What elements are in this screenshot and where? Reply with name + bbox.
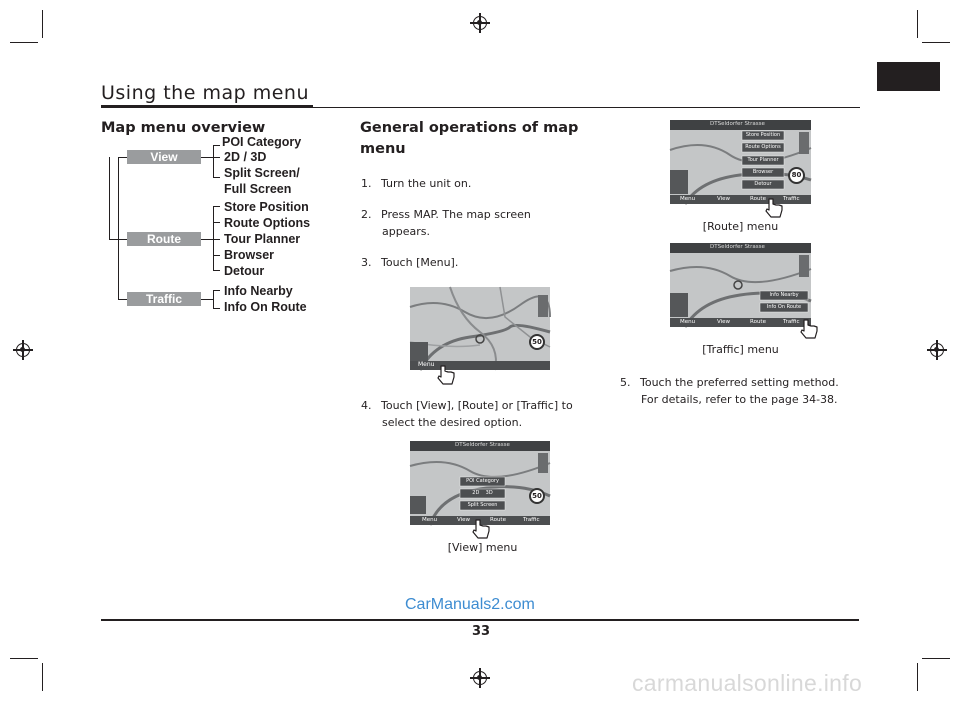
registration-mark-icon — [473, 16, 487, 30]
tab-traffic[interactable]: Traffic — [783, 319, 800, 325]
general-heading-line1: General operations of map — [360, 120, 579, 136]
menu-item-browser: Browser — [224, 248, 275, 262]
speed-limit-value: 50 — [532, 492, 542, 500]
registration-mark-icon — [473, 671, 487, 685]
map-graphic — [670, 243, 811, 327]
menu-item-route-options: Route Options — [224, 216, 311, 230]
step-text-cont: appears. — [382, 225, 430, 238]
street-name: DTSeldorfer Strasse — [455, 442, 510, 448]
tab-route[interactable]: Route — [750, 196, 766, 202]
crop-mark — [10, 42, 38, 43]
route-option-browser[interactable]: Browser — [752, 169, 774, 175]
page-number: 33 — [471, 624, 491, 639]
tree-line — [118, 157, 127, 158]
step-number: 1. — [361, 177, 372, 190]
registration-mark-icon — [16, 343, 30, 357]
pointer-hand-icon — [437, 364, 457, 386]
title-underline — [101, 105, 313, 108]
pointer-hand-icon — [472, 518, 492, 540]
step-number: 4. — [361, 399, 372, 412]
tab-view[interactable]: View — [717, 196, 731, 202]
traffic-option-nearby[interactable]: Info Nearby — [769, 292, 799, 298]
watermark: CarManuals2.com — [405, 596, 535, 613]
section-title: Using the map menu — [101, 82, 309, 104]
menu-item-store-position: Store Position — [224, 200, 309, 214]
tree-line — [213, 270, 220, 271]
tree-line — [213, 308, 220, 309]
route-option-store[interactable]: Store Position — [745, 132, 781, 138]
tree-line — [213, 290, 214, 309]
menu-item-info-on-route: Info On Route — [224, 300, 307, 314]
step-text: Touch [Menu]. — [381, 256, 459, 269]
step-3 — [361, 254, 458, 271]
tab-route[interactable]: Route — [490, 517, 506, 523]
step-number: 3. — [361, 256, 372, 269]
traffic-option-on-route[interactable]: Info On Route — [766, 304, 802, 310]
traffic-menu-label: Traffic — [127, 292, 201, 306]
route-caption: [Route] menu — [702, 220, 779, 233]
route-menu-label: Route — [127, 232, 201, 246]
menu-item-info-nearby: Info Nearby — [224, 284, 293, 298]
map-screen-traffic — [670, 243, 811, 327]
step-4 — [361, 397, 573, 431]
crop-mark — [922, 658, 950, 659]
pointer-hand-icon — [800, 318, 820, 340]
step-number: 2. — [361, 208, 372, 221]
tree-line — [201, 299, 213, 300]
map-screen-menu — [410, 287, 550, 370]
menu-item-tour-planner: Tour Planner — [224, 232, 301, 246]
crop-mark — [10, 658, 38, 659]
traffic-caption: [Traffic] menu — [702, 343, 779, 356]
crop-mark — [42, 663, 43, 691]
tree-line — [109, 157, 110, 240]
speed-limit-icon — [529, 488, 545, 504]
tree-line — [201, 157, 213, 158]
speed-limit-icon — [788, 167, 805, 184]
tree-line — [213, 157, 220, 158]
step-text-cont: For details, refer to the page 34-38. — [641, 393, 838, 406]
street-name: DTSeldorfer Strasse — [710, 121, 765, 127]
view-menu-label: View — [127, 150, 201, 164]
tree-line — [118, 157, 119, 300]
tab-menu[interactable]: Menu — [680, 319, 696, 325]
tab-view[interactable]: View — [457, 517, 471, 523]
watermark-site: carmanualsonline.info — [632, 670, 863, 696]
overview-heading: Map menu overview — [101, 120, 266, 136]
crop-mark — [42, 10, 43, 38]
tree-line — [213, 222, 220, 223]
tab-view[interactable]: View — [717, 319, 731, 325]
view-option-split[interactable]: Split Screen — [467, 502, 498, 508]
step-text: Turn the unit on. — [381, 177, 472, 190]
tree-line — [213, 239, 220, 240]
step-1 — [361, 175, 471, 192]
tab-traffic[interactable]: Traffic — [523, 517, 540, 523]
step-text: Press MAP. The map screen — [381, 208, 531, 221]
tree-line — [213, 145, 220, 146]
speed-limit-value: 80 — [791, 171, 802, 179]
tree-line — [109, 239, 127, 240]
step-5 — [620, 374, 839, 408]
menu-item-poi-category: POI Category — [222, 135, 302, 149]
crop-mark — [917, 10, 918, 38]
tab-traffic[interactable]: Traffic — [783, 196, 800, 202]
tree-line — [213, 206, 220, 207]
registration-mark-icon — [930, 343, 944, 357]
menu-tab[interactable]: Menu — [418, 361, 435, 368]
crop-mark — [922, 42, 950, 43]
step-text-cont: select the desired option. — [382, 416, 523, 429]
menu-item-split-screen: Split Screen/ — [224, 166, 300, 180]
tab-menu[interactable]: Menu — [680, 196, 696, 202]
map-screen-route — [670, 120, 811, 204]
menu-item-2d-3d: 2D / 3D — [224, 150, 267, 164]
menu-item-full-screen: Full Screen — [224, 182, 292, 196]
title-rule — [313, 107, 860, 108]
general-heading-line2: menu — [360, 141, 406, 157]
view-option-2d3d[interactable]: 2D 3D — [472, 490, 493, 496]
tab-route[interactable]: Route — [750, 319, 766, 325]
step-text: Touch the preferred setting method. — [640, 376, 839, 389]
tree-line — [213, 255, 220, 256]
crop-mark — [917, 663, 918, 691]
tree-line — [213, 290, 220, 291]
tab-menu[interactable]: Menu — [422, 517, 438, 523]
step-number: 5. — [620, 376, 631, 389]
tree-line — [118, 299, 127, 300]
tree-line — [213, 177, 220, 178]
tree-line — [213, 145, 214, 178]
route-option-options[interactable]: Route Options — [745, 144, 781, 150]
tree-line — [201, 239, 213, 240]
pointer-hand-icon — [765, 197, 785, 219]
menu-item-detour: Detour — [224, 264, 265, 278]
footer-rule — [101, 619, 859, 621]
route-option-detour[interactable]: Detour — [754, 181, 772, 187]
speed-limit-value: 50 — [532, 338, 542, 346]
view-option-poi[interactable]: POI Category — [466, 478, 499, 484]
speed-limit-icon — [529, 334, 545, 350]
map-graphic — [670, 120, 811, 204]
map-graphic — [410, 287, 550, 370]
view-caption: [View] menu — [447, 541, 518, 554]
chapter-tab — [877, 62, 940, 91]
step-2 — [361, 206, 531, 240]
map-screen-view — [410, 441, 550, 525]
step-text: Touch [View], [Route] or [Traffic] to — [381, 399, 573, 412]
street-name: DTSeldorfer Strasse — [710, 244, 765, 250]
route-option-tour[interactable]: Tour Planner — [747, 157, 779, 163]
